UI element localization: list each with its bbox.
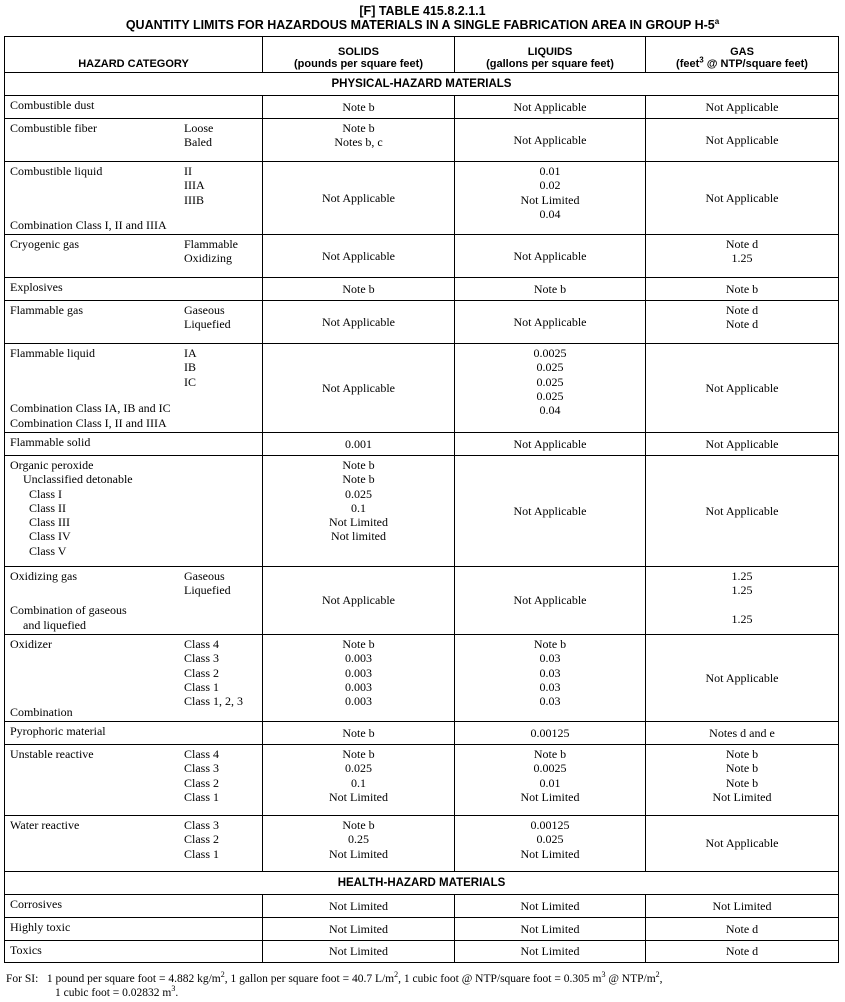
hazard-name: Combustible liquid	[10, 164, 103, 178]
liquids-value: Not Applicable	[455, 456, 646, 567]
combination-label: Combination Class I, II and IIIA	[10, 217, 167, 232]
subcategory: Class 3	[184, 651, 220, 666]
table-title-text: QUANTITY LIMITS FOR HAZARDOUS MATERIALS IN A SINGLE FABRICATION AREA IN GROUP H-5	[125, 18, 715, 32]
liquids-value: 0.025	[536, 360, 564, 375]
hazard-cell	[5, 235, 263, 278]
solids-value: 0.001	[263, 433, 455, 456]
table-row	[5, 433, 839, 456]
hazard-subcategories	[184, 637, 243, 708]
gas-value: 1.25	[731, 611, 753, 626]
hazard-subcategories	[184, 121, 213, 150]
liquids-value: 0.01	[539, 164, 561, 178]
header-gas-label: GAS	[730, 46, 754, 58]
hazard-name: Organic peroxide	[10, 458, 94, 472]
table-row	[5, 119, 839, 162]
solids-value: Not Limited	[263, 941, 455, 963]
subcategory: Class 1, 2, 3	[184, 694, 244, 709]
header-gas-unit	[646, 55, 838, 70]
liquids-values	[455, 344, 646, 433]
header-hazard-label: HAZARD CATEGORY	[78, 58, 189, 70]
footnote-text: , 1 gallon per square foot = 40.7 L/m	[224, 973, 395, 985]
hazard-cell	[5, 301, 263, 344]
solids-value: Not Applicable	[263, 235, 455, 278]
footnote-line-2	[6, 983, 663, 1001]
peroxide-item: Unclassified detonable	[23, 472, 133, 487]
solids-values	[263, 816, 455, 872]
hazard-subcategories	[184, 164, 205, 207]
subcategory: Liquefied	[184, 317, 231, 332]
header-liquids	[455, 37, 646, 73]
subcategory: IIIA	[184, 178, 205, 193]
solids-value: Notes b, c	[334, 135, 383, 150]
solids-value: Not Applicable	[263, 567, 455, 635]
combination-label: and liquefied	[23, 617, 86, 632]
gas-value: 1.25	[731, 569, 753, 583]
table-row	[5, 722, 839, 745]
liquids-value: Not Applicable	[455, 235, 646, 278]
solids-value: Note b	[342, 637, 375, 651]
liquids-values	[455, 745, 646, 816]
peroxide-item: Class V	[29, 543, 67, 558]
gas-values	[646, 235, 839, 278]
liquids-value: Not Applicable	[455, 567, 646, 635]
footnote-sup: 2	[394, 970, 399, 980]
liquids-value: 0.0025	[533, 346, 567, 360]
gas-unit-sup: 3	[699, 55, 704, 65]
liquids-values	[455, 162, 646, 235]
subcategory: Oxidizing	[184, 251, 232, 266]
subcategory: Class 1	[184, 846, 220, 861]
solids-value: Not limited	[331, 529, 386, 544]
subcategory: Class 1	[184, 789, 220, 804]
header-solids-unit: (pounds per square feet)	[294, 58, 423, 70]
solids-values	[263, 745, 455, 816]
subcategory: Class 1	[184, 679, 220, 694]
table-row	[5, 635, 839, 722]
subcategory: IA	[184, 346, 197, 360]
solids-value: Not Limited	[263, 918, 455, 941]
hazard-subcategories	[184, 569, 231, 598]
hazard-subcategories	[184, 303, 231, 332]
subcategory: Loose	[184, 121, 214, 135]
liquids-value: 0.03	[539, 651, 561, 666]
table-row	[5, 301, 839, 344]
solids-value: Note b	[342, 121, 375, 135]
table-row	[5, 344, 839, 433]
gas-value: Not Applicable	[646, 344, 839, 433]
combination-label: Combination	[10, 704, 73, 719]
liquids-value: Not Applicable	[455, 433, 646, 456]
section-row-health	[5, 872, 839, 895]
liquids-value: 0.04	[539, 403, 561, 418]
hazard-cell	[5, 567, 263, 635]
gas-unit-pre: (feet	[676, 58, 700, 70]
gas-value: 1.25	[731, 583, 753, 598]
liquids-value: 0.025	[536, 374, 564, 389]
liquids-value: 0.03	[539, 679, 561, 694]
gas-value: Note b	[725, 775, 759, 790]
liquids-value: Not Limited	[520, 789, 580, 804]
subcategory: Class 2	[184, 775, 220, 790]
combination-label: Combination Class IA, IB and IC	[10, 401, 171, 416]
subcategory: IC	[184, 374, 196, 389]
table-row	[5, 941, 839, 963]
subcategory: IB	[184, 360, 196, 375]
footnote-sup: 2	[655, 970, 660, 980]
table-row	[5, 235, 839, 278]
subcategory: Liquefied	[184, 583, 231, 598]
hazard-name: Flammable liquid	[10, 346, 95, 360]
footnote-text: @ NTP/m	[605, 973, 656, 985]
footnote-text: , 1 cubic foot @ NTP/square foot = 0.305 m	[398, 973, 602, 985]
subcategory: Class 3	[184, 761, 220, 776]
liquids-value: Note b	[455, 278, 646, 301]
peroxide-item: Class IV	[29, 529, 71, 544]
hazard-cell	[5, 162, 263, 235]
hazard-name: Combustible dust	[5, 96, 263, 119]
liquids-value: Not Limited	[520, 846, 580, 861]
table-row	[5, 816, 839, 872]
hazard-cell	[5, 816, 263, 872]
subcategory: II	[184, 164, 192, 178]
liquids-value: 0.03	[539, 694, 561, 709]
gas-value: Note d	[646, 918, 839, 941]
gas-value: Not Applicable	[646, 816, 839, 872]
gas-value: Notes d and e	[646, 722, 839, 745]
header-solids	[263, 37, 455, 73]
table-row	[5, 745, 839, 816]
solids-value: Note b	[342, 472, 375, 487]
gas-values	[646, 301, 839, 344]
table-row	[5, 162, 839, 235]
liquids-value: Not Limited	[455, 941, 646, 963]
liquids-value: Not Applicable	[455, 96, 646, 119]
hazard-name: Water reactive	[10, 818, 80, 832]
footnote-sup: 3	[171, 983, 176, 993]
solids-value: 0.025	[345, 761, 372, 776]
gas-values	[646, 567, 839, 635]
gas-value: Note d	[725, 303, 759, 317]
solids-value: Note b	[342, 818, 375, 832]
gas-value: Not Applicable	[646, 162, 839, 235]
liquids-value: 0.01	[539, 775, 561, 790]
solids-value: Not Applicable	[263, 162, 455, 235]
solids-value: Not Applicable	[263, 344, 455, 433]
hazard-name: Explosives	[5, 278, 263, 301]
combination-labels	[10, 401, 171, 430]
hazard-cell	[5, 119, 263, 162]
liquids-value: Note b	[533, 747, 567, 761]
header-liquids-unit: (gallons per square feet)	[486, 58, 614, 70]
solids-value: 0.003	[345, 694, 372, 709]
section-physical-hazard: PHYSICAL-HAZARD MATERIALS	[5, 73, 839, 96]
table-row	[5, 895, 839, 918]
hazard-cell	[5, 635, 263, 722]
quantity-limits-table	[4, 36, 839, 963]
subcategory: IIIB	[184, 192, 204, 207]
hazard-name: Flammable solid	[5, 433, 263, 456]
subcategory: Class 4	[184, 637, 220, 651]
liquids-value: Not Applicable	[455, 301, 646, 344]
solids-value: 0.1	[351, 775, 366, 790]
table-row	[5, 918, 839, 941]
hazard-cell	[5, 344, 263, 433]
hazard-name: Toxics	[5, 941, 263, 963]
solids-value: 0.003	[345, 679, 372, 694]
liquids-value: 0.025	[536, 832, 564, 847]
footnote-sup: 3	[601, 970, 606, 980]
liquids-value: 0.025	[536, 388, 564, 403]
subcategory: Class 2	[184, 665, 220, 680]
si-conversion-footnote	[6, 970, 663, 1000]
footnote-text: 1 pound per square foot = 4.882 kg/m	[46, 973, 221, 985]
footnote-line-1	[6, 970, 663, 987]
solids-value: Not Limited	[329, 789, 388, 804]
gas-value: Not Applicable	[646, 433, 839, 456]
hazard-subcategories	[184, 346, 197, 389]
table-number: [F] TABLE 415.8.2.1.1	[359, 4, 486, 18]
hazard-cell	[5, 745, 263, 816]
solids-value: Not Limited	[263, 895, 455, 918]
solids-value: 0.003	[345, 665, 372, 680]
solids-value: 0.25	[348, 832, 369, 847]
hazard-subcategories	[184, 237, 238, 266]
subcategory: Class 4	[184, 747, 220, 761]
subcategory: Class 2	[184, 832, 220, 847]
footnote-sup: 2	[220, 970, 225, 980]
header-liquids-label: LIQUIDS	[527, 46, 573, 58]
hazard-subcategories	[184, 747, 219, 804]
solids-value: Note b	[342, 458, 375, 472]
hazard-subcategories	[184, 818, 219, 861]
subcategory: Flammable	[184, 237, 238, 251]
liquids-value: 0.03	[539, 665, 561, 680]
gas-value: Note b	[725, 761, 759, 776]
footnote-text: ,	[659, 973, 663, 985]
table-row	[5, 567, 839, 635]
hazard-cell	[5, 456, 263, 567]
peroxide-item: Class II	[29, 500, 66, 515]
solids-value: Not Limited	[329, 846, 388, 861]
gas-value: Note d	[725, 237, 759, 251]
footnote-label: For SI:	[6, 973, 39, 985]
liquids-values	[455, 816, 646, 872]
solids-value: 0.1	[351, 500, 366, 515]
liquids-values	[455, 635, 646, 722]
solids-value: Note b	[263, 722, 455, 745]
hazard-name: Highly toxic	[5, 918, 263, 941]
hazard-name: Oxidizer	[10, 637, 52, 651]
gas-value: Note b	[725, 747, 759, 761]
gas-value: Note d	[725, 317, 759, 332]
solids-value: Note b	[342, 747, 375, 761]
combination-label: Combination of gaseous	[10, 603, 127, 618]
hazard-name: Cryogenic gas	[10, 237, 79, 251]
solids-values	[263, 635, 455, 722]
gas-value: Not Applicable	[646, 635, 839, 722]
section-health-hazard: HEALTH-HAZARD MATERIALS	[5, 872, 839, 895]
hazard-name: Flammable gas	[10, 303, 83, 317]
hazard-name: Pyrophoric material	[5, 722, 263, 745]
hazard-name: Combustible fiber	[10, 121, 97, 135]
gas-value: 1.25	[731, 251, 753, 266]
peroxide-item: Class I	[29, 486, 62, 501]
solids-value: Not Applicable	[263, 301, 455, 344]
gas-value: Not Limited	[646, 895, 839, 918]
liquids-value: Not Limited	[455, 918, 646, 941]
subcategory: Class 3	[184, 818, 220, 832]
table-row	[5, 96, 839, 119]
solids-value: 0.025	[345, 486, 372, 501]
hazard-name: Oxidizing gas	[10, 569, 77, 583]
header-gas	[646, 37, 839, 73]
table-row	[5, 456, 839, 567]
header-row	[5, 37, 839, 73]
gas-values	[646, 745, 839, 816]
subcategory: Baled	[184, 135, 212, 150]
liquids-value: Note b	[533, 637, 567, 651]
liquids-value: Not Applicable	[455, 119, 646, 162]
header-solids-label: SOLIDS	[338, 46, 379, 58]
footnote-text: 1 cubic foot = 0.02832 m	[55, 986, 172, 999]
gas-value: Not Applicable	[646, 96, 839, 119]
solids-values	[263, 119, 455, 162]
solids-value: Note b	[263, 278, 455, 301]
table-row	[5, 278, 839, 301]
combination-labels	[10, 603, 127, 632]
section-row-physical	[5, 73, 839, 96]
gas-value: Not Applicable	[646, 119, 839, 162]
hazard-name: Corrosives	[5, 895, 263, 918]
solids-value: Not Limited	[329, 515, 388, 530]
liquids-value: Not Limited	[455, 895, 646, 918]
subcategory: Gaseous	[184, 303, 225, 317]
gas-unit-post: @ NTP/square feet)	[703, 58, 808, 70]
solids-value: 0.003	[345, 651, 372, 666]
subcategory: Gaseous	[184, 569, 225, 583]
liquids-value: 0.00125	[530, 818, 570, 832]
table-title	[0, 18, 845, 32]
hazard-name: Unstable reactive	[10, 747, 94, 761]
solids-values	[263, 456, 455, 567]
liquids-value: 0.04	[539, 206, 561, 221]
gas-value: Not Limited	[712, 789, 772, 804]
liquids-value: Not Limited	[520, 192, 580, 207]
gas-value: Not Applicable	[646, 456, 839, 567]
gas-value: Note d	[646, 941, 839, 963]
solids-value: Note b	[263, 96, 455, 119]
combination-label: Combination Class I, II and IIIA	[10, 415, 167, 430]
header-hazard-category	[5, 37, 263, 73]
liquids-value: 0.0025	[533, 761, 567, 776]
table-title-footnote-mark: a	[714, 16, 720, 26]
peroxide-item: Class III	[29, 515, 70, 530]
liquids-value: 0.00125	[455, 722, 646, 745]
liquids-value: 0.02	[539, 178, 561, 193]
gas-value: Note b	[646, 278, 839, 301]
footnote-text: .	[175, 986, 179, 999]
